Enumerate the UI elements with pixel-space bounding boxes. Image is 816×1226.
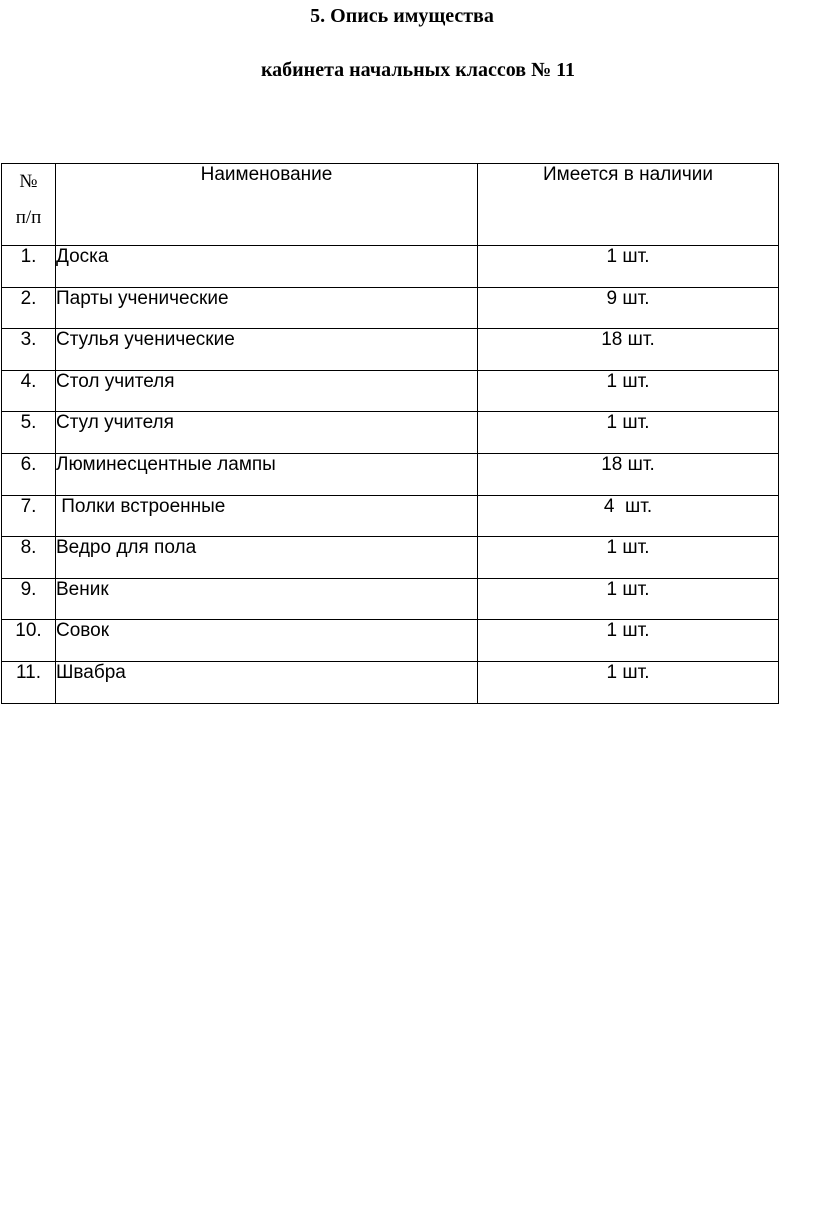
row-number: 5. [2, 412, 56, 454]
row-quantity: 1 шт. [478, 537, 779, 579]
row-number: 3. [2, 329, 56, 371]
table-row [2, 329, 779, 371]
row-number: 2. [2, 287, 56, 329]
header-number-abbrev: п/п [15, 207, 42, 228]
row-number: 10. [2, 620, 56, 662]
row-number: 7. [2, 495, 56, 537]
row-quantity: 1 шт. [478, 661, 779, 703]
header-number [2, 164, 56, 246]
inventory-table [1, 163, 779, 704]
header-name: Наименование [56, 164, 478, 246]
row-number: 9. [2, 578, 56, 620]
row-name: Доска [56, 246, 478, 288]
header-number-symbol: № [19, 171, 38, 192]
row-number: 4. [2, 370, 56, 412]
table-row [2, 412, 779, 454]
row-quantity: 1 шт. [478, 370, 779, 412]
row-quantity: 18 шт. [478, 453, 779, 495]
row-name: Совок [56, 620, 478, 662]
table-row [2, 453, 779, 495]
row-number: 1. [2, 246, 56, 288]
row-quantity: 1 шт. [478, 620, 779, 662]
row-name: Полки встроенные [56, 495, 478, 537]
row-number: 8. [2, 537, 56, 579]
table-row [2, 287, 779, 329]
row-name: Ведро для пола [56, 537, 478, 579]
row-name: Парты ученические [56, 287, 478, 329]
table-row [2, 246, 779, 288]
row-quantity: 9 шт. [478, 287, 779, 329]
table-row [2, 578, 779, 620]
table-row [2, 661, 779, 703]
table-row [2, 370, 779, 412]
table-row [2, 495, 779, 537]
document-title: 5. Опись имущества [310, 5, 494, 27]
row-quantity: 1 шт. [478, 246, 779, 288]
header-quantity: Имеется в наличии [478, 164, 779, 246]
row-quantity: 18 шт. [478, 329, 779, 371]
row-quantity: 1 шт. [478, 578, 779, 620]
table-row [2, 537, 779, 579]
row-number: 11. [2, 661, 56, 703]
row-name: Веник [56, 578, 478, 620]
row-name: Стул учителя [56, 412, 478, 454]
row-name: Стол учителя [56, 370, 478, 412]
row-quantity: 4 шт. [478, 495, 779, 537]
row-name: Люминесцентные лампы [56, 453, 478, 495]
document-subtitle: кабинета начальных классов № 11 [260, 59, 576, 81]
row-number: 6. [2, 453, 56, 495]
table-row [2, 620, 779, 662]
table-header-row [2, 164, 779, 246]
row-name: Швабра [56, 661, 478, 703]
row-name: Стулья ученические [56, 329, 478, 371]
row-quantity: 1 шт. [478, 412, 779, 454]
